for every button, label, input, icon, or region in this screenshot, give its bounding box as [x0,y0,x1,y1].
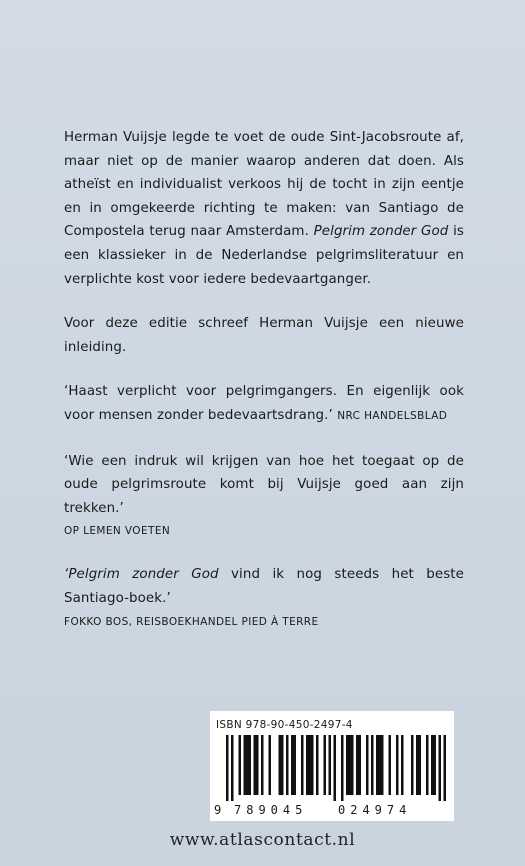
blurb-text-b: is een klassieker in de Nederlandse pelgrimsliteratuur en verplichte kost voor iedere bedevaartganger. [64,224,464,287]
barcode-bar [301,735,304,795]
review-quote-1 [64,380,464,428]
isbn-label: ISBN 978-90-450-2497-4 [216,719,353,731]
barcode-bar [291,735,296,795]
barcode-bar [439,735,442,801]
barcode-bar [231,735,234,801]
barcode-bar [366,735,369,795]
barcode-bars [226,735,446,801]
barcode-bar [416,735,421,795]
barcode-bar [324,735,327,795]
barcode-bar [376,735,384,795]
barcode-digit-group-2: 024974 [338,803,412,817]
barcode-bar [346,735,354,795]
barcode-bar [239,735,242,795]
quote-text: ‘Wie een indruk wil krijgen van hoe het toegaat op de oude pelgrimsroute komt bij Vuijsje goed aan zijn trekken.’ [64,453,464,516]
barcode-bar [286,735,289,795]
barcode-bar [426,735,429,795]
barcode-bar [306,735,314,795]
barcode-bar [431,735,436,795]
barcode-bar [254,735,259,795]
barcode-digit-first: 9 [214,803,222,817]
quote-book-title: ‘Pelgrim zonder God [64,567,219,583]
blurb-paragraph-2: Voor deze editie schreef Herman Vuijsje een nieuwe inleiding. [64,316,464,355]
isbn-barcode [210,711,454,821]
barcode-bar [316,735,319,795]
blurb-text [64,126,464,654]
barcode-bar [329,735,332,795]
barcode-bar [371,735,374,795]
quote-source: OP LEMEN VOETEN [64,525,171,538]
review-quote-3 [64,563,464,632]
barcode-bar [261,735,264,795]
review-quote-2 [64,450,464,543]
barcode-bar [396,735,399,795]
blurb-paragraph-1 [64,126,464,291]
barcode-bar [356,735,361,795]
quote-text: ‘Haast verplicht voor pelgrimgangers. En eigenlijk ook voor mensen zonder bedevaartsdrang.’ [64,384,464,423]
barcode-bar [389,735,392,795]
quote-source: FOKKO BOS, REISBOEKHANDEL PIED À TERRE [64,615,319,628]
barcode-bar [244,735,252,795]
barcode-bar [226,735,229,801]
barcode-bar [269,735,272,795]
book-title-inline: Pelgrim zonder God [313,224,449,240]
barcode-bar [279,735,284,795]
quote-text: vind ik nog steeds het beste Santiago-boek.’ [64,567,464,606]
publisher-website: www.atlascontact.nl [169,830,356,850]
barcode-bar [401,735,404,795]
blurb-text-a: Herman Vuijsje legde te voet de oude Sint-Jacobsroute af, maar niet op de manier waarop anderen dat doen. Als atheïst en individualist verkoos hij de tocht in zijn eentje en in omgekeerde richting te maken: van Santiago de Compostela terug naar Amsterdam. [64,130,464,240]
barcode-bar [334,735,337,801]
quote-source: NRC HANDELSBLAD [337,409,448,422]
barcode-bar [341,735,344,801]
barcode-bar [411,735,414,795]
barcode-bar [444,735,447,801]
barcode-digit-group-1: 789045 [234,803,308,817]
